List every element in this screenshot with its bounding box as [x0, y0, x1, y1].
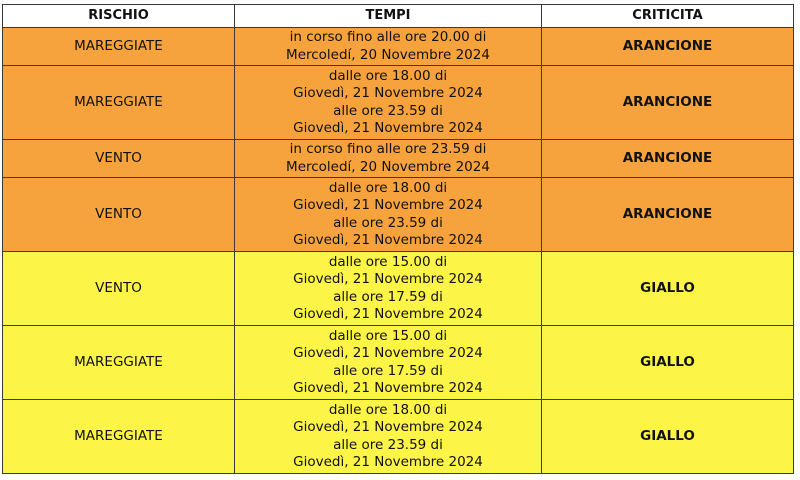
cell-criticita: GIALLO — [542, 400, 794, 474]
table-row — [3, 140, 794, 178]
header-criticita: CRITICITA — [542, 5, 794, 28]
cell-tempi — [235, 140, 542, 178]
table-row — [3, 400, 794, 474]
cell-tempi — [235, 178, 542, 252]
tempi-line: Giovedì, 21 Novembre 2024 — [293, 271, 483, 287]
cell-rischio: VENTO — [3, 252, 235, 326]
cell-tempi — [235, 326, 542, 400]
tempi-line: dalle ore 18.00 di — [328, 179, 448, 196]
table-row — [3, 28, 794, 66]
cell-criticita: ARANCIONE — [542, 66, 794, 140]
tempi-line: dalle ore 18.00 di — [328, 67, 448, 84]
table-row — [3, 252, 794, 326]
tempi-line: Giovedì, 21 Novembre 2024 — [293, 419, 483, 435]
header-row — [3, 5, 794, 28]
header-rischio: RISCHIO — [3, 5, 235, 28]
cell-criticita: GIALLO — [542, 326, 794, 400]
cell-criticita: ARANCIONE — [542, 28, 794, 66]
cell-criticita: ARANCIONE — [542, 178, 794, 252]
table-row — [3, 66, 794, 140]
tempi-line: Giovedì, 21 Novembre 2024 — [293, 306, 483, 322]
tempi-line: Giovedì, 21 Novembre 2024 — [293, 120, 483, 136]
tempi-line: alle ore 23.59 di — [333, 102, 443, 119]
tempi-line: Giovedì, 21 Novembre 2024 — [293, 380, 483, 396]
tempi-line: Giovedì, 21 Novembre 2024 — [293, 345, 483, 361]
tempi-line: Giovedì, 21 Novembre 2024 — [293, 85, 483, 101]
tempi-line: alle ore 17.59 di — [333, 288, 443, 305]
cell-tempi — [235, 252, 542, 326]
table-body — [3, 28, 794, 474]
table-row — [3, 178, 794, 252]
tempi-line: in corso fino alle ore 23.59 di — [289, 141, 487, 157]
header-tempi: TEMPI — [235, 5, 542, 28]
cell-rischio: VENTO — [3, 140, 235, 178]
cell-rischio: MAREGGIATE — [3, 326, 235, 400]
cell-rischio: MAREGGIATE — [3, 66, 235, 140]
tempi-line: Giovedì, 21 Novembre 2024 — [293, 454, 483, 470]
tempi-line: alle ore 23.59 di — [333, 214, 443, 231]
tempi-line: dalle ore 15.00 di — [328, 327, 448, 344]
tempi-line: in corso fino alle ore 20.00 di — [289, 29, 487, 45]
risk-table — [2, 4, 794, 474]
tempi-line: alle ore 23.59 di — [333, 436, 443, 453]
tempi-line: dalle ore 15.00 di — [328, 253, 448, 270]
cell-rischio: MAREGGIATE — [3, 400, 235, 474]
cell-criticita: ARANCIONE — [542, 140, 794, 178]
cell-rischio: VENTO — [3, 178, 235, 252]
tempi-line: Mercoledí, 20 Novembre 2024 — [286, 158, 490, 175]
cell-tempi — [235, 28, 542, 66]
cell-criticita: GIALLO — [542, 252, 794, 326]
tempi-line: alle ore 17.59 di — [333, 362, 443, 379]
tempi-line: Mercoledí, 20 Novembre 2024 — [286, 46, 490, 63]
tempi-line: Giovedì, 21 Novembre 2024 — [293, 232, 483, 248]
cell-tempi — [235, 400, 542, 474]
cell-tempi — [235, 66, 542, 140]
tempi-line: dalle ore 18.00 di — [328, 401, 448, 418]
cell-rischio: MAREGGIATE — [3, 28, 235, 66]
table-row — [3, 326, 794, 400]
tempi-line: Giovedì, 21 Novembre 2024 — [293, 197, 483, 213]
